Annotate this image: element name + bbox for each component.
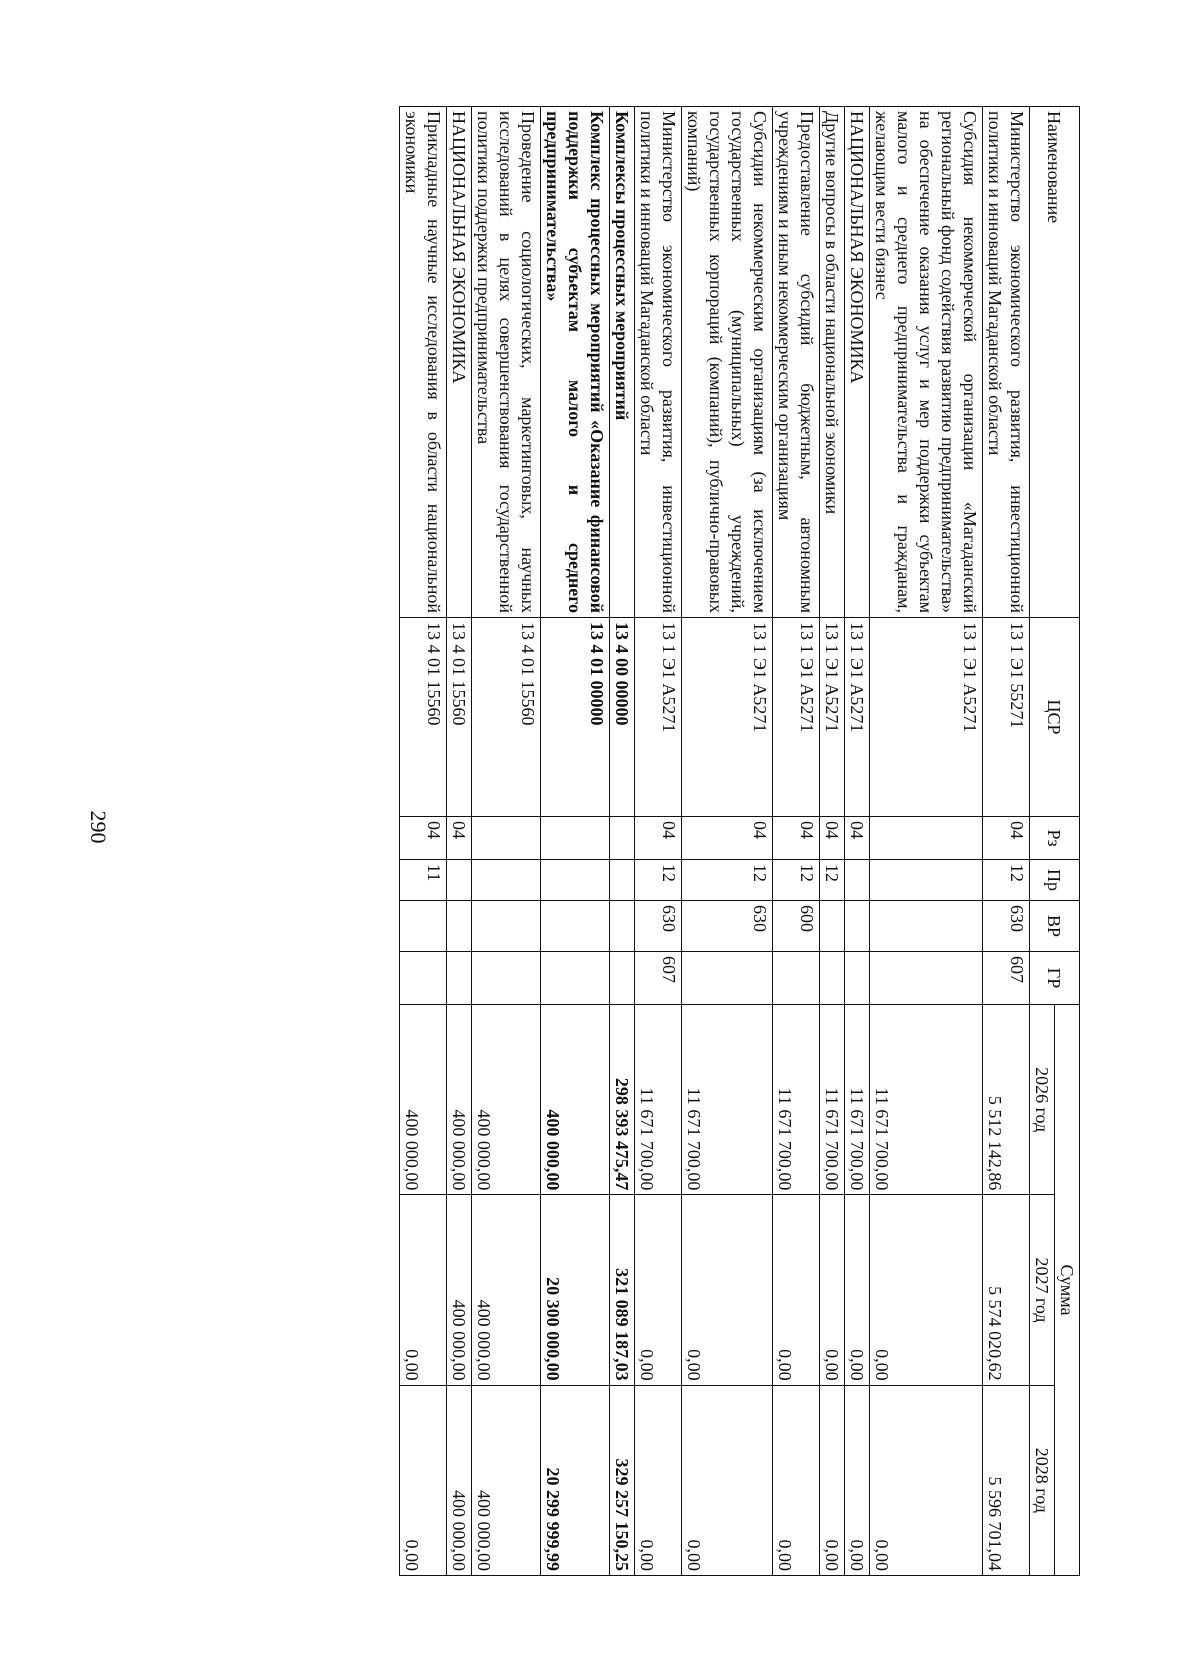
table-row xyxy=(447,107,472,1576)
table-row xyxy=(541,107,610,1576)
cell-sum-2026: 400 000,00 xyxy=(472,1005,541,1195)
cell-vr: 630 xyxy=(983,901,1030,952)
cell-sum-2026: 11 671 700,00 xyxy=(635,1005,682,1195)
cell-name: НАЦИОНАЛЬНАЯ ЭКОНОМИКА xyxy=(845,107,870,618)
cell-rz xyxy=(870,817,983,860)
cell-sum-2027: 0,00 xyxy=(820,1195,845,1385)
cell-name: Предоставление субсидий бюджетным, автономным учреждениям и иным некоммерческим организациям xyxy=(773,107,820,618)
cell-vr xyxy=(541,901,610,952)
table-row xyxy=(983,107,1030,1576)
cell-csr: 13 4 01 15560 xyxy=(472,618,541,817)
cell-csr: 13 1 Э1 А5271 xyxy=(773,618,820,817)
cell-sum-2027: 0,00 xyxy=(845,1195,870,1385)
cell-vr xyxy=(870,901,983,952)
cell-rz: 04 xyxy=(682,817,773,860)
cell-vr xyxy=(820,901,845,952)
table-row xyxy=(400,107,447,1576)
header-gr: ГР xyxy=(1030,952,1080,1005)
cell-sum-2027: 321 089 187,03 xyxy=(610,1195,635,1385)
cell-sum-2028: 0,00 xyxy=(682,1385,773,1575)
cell-sum-2026: 11 671 700,00 xyxy=(682,1005,773,1195)
table-row xyxy=(820,107,845,1576)
cell-sum-2026: 400 000,00 xyxy=(541,1005,610,1195)
cell-csr: 13 1 Э1 А5271 xyxy=(820,618,845,817)
cell-pr: 12 xyxy=(820,860,845,901)
cell-sum-2028: 400 000,00 xyxy=(472,1385,541,1575)
header-csr: ЦСР xyxy=(1030,618,1080,817)
table-container xyxy=(160,106,1080,1576)
cell-sum-2028: 0,00 xyxy=(635,1385,682,1575)
header-row xyxy=(1055,107,1080,1576)
cell-csr: 13 4 01 15560 xyxy=(400,618,447,817)
cell-pr: 12 xyxy=(682,860,773,901)
cell-pr xyxy=(447,860,472,901)
cell-pr: 12 xyxy=(773,860,820,901)
header-rz: Рз xyxy=(1030,817,1080,860)
cell-csr: 13 1 Э1 55271 xyxy=(983,618,1030,817)
cell-name: Министерство экономического развития, инвестиционной политики и инноваций Магаданской области xyxy=(635,107,682,618)
cell-sum-2027: 0,00 xyxy=(773,1195,820,1385)
cell-rz: 04 xyxy=(447,817,472,860)
cell-sum-2027: 0,00 xyxy=(400,1195,447,1385)
header-name: Наименование xyxy=(1030,107,1080,618)
cell-sum-2028: 0,00 xyxy=(820,1385,845,1575)
cell-sum-2028: 0,00 xyxy=(845,1385,870,1575)
cell-gr xyxy=(682,952,773,1005)
cell-pr xyxy=(610,860,635,901)
cell-gr: 607 xyxy=(635,952,682,1005)
cell-vr: 600 xyxy=(773,901,820,952)
cell-pr xyxy=(541,860,610,901)
cell-name: Комплексы процессных мероприятий xyxy=(610,107,635,618)
cell-sum-2028: 0,00 xyxy=(400,1385,447,1575)
cell-pr xyxy=(845,860,870,901)
header-sum: Сумма xyxy=(1055,1005,1080,1576)
cell-sum-2027: 400 000,00 xyxy=(472,1195,541,1385)
cell-gr xyxy=(820,952,845,1005)
cell-csr: 13 4 00 00000 xyxy=(610,618,635,817)
cell-rz xyxy=(610,817,635,860)
cell-name: Субсидии некоммерческим организациям (за исключением государственных (муниципальных) учреждений, государственных корпораций (компаний), публично-правовых компаний) xyxy=(682,107,773,618)
cell-sum-2027: 20 300 000,00 xyxy=(541,1195,610,1385)
table-row xyxy=(635,107,682,1576)
cell-sum-2027: 400 000,00 xyxy=(447,1195,472,1385)
cell-csr: 13 4 01 00000 xyxy=(541,618,610,817)
cell-rz: 04 xyxy=(983,817,1030,860)
cell-sum-2026: 11 671 700,00 xyxy=(773,1005,820,1195)
cell-csr: 13 1 Э1 А5271 xyxy=(635,618,682,817)
cell-rz: 04 xyxy=(635,817,682,860)
table-body xyxy=(400,107,1030,1576)
cell-vr xyxy=(845,901,870,952)
cell-sum-2026: 11 671 700,00 xyxy=(820,1005,845,1195)
cell-sum-2027: 0,00 xyxy=(635,1195,682,1385)
header-year-2026: 2026 год xyxy=(1030,1005,1055,1195)
cell-name: Субсидия некоммерческой организации «Магаданский региональный фонд содействия развитию предпринимательства» на обеспечение оказания услуг и мер поддержки субъектам малого и среднего предпринимательства и гражданам, желающим вести бизнес xyxy=(870,107,983,618)
table-row xyxy=(610,107,635,1576)
cell-vr xyxy=(447,901,472,952)
table-row xyxy=(472,107,541,1576)
header-vr: ВР xyxy=(1030,901,1080,952)
cell-sum-2027: 0,00 xyxy=(682,1195,773,1385)
cell-gr xyxy=(773,952,820,1005)
cell-csr: 13 1 Э1 А5271 xyxy=(845,618,870,817)
cell-gr xyxy=(610,952,635,1005)
cell-vr xyxy=(400,901,447,952)
cell-pr: 11 xyxy=(400,860,447,901)
cell-vr: 630 xyxy=(682,901,773,952)
table-row xyxy=(870,107,983,1576)
cell-csr: 13 4 01 15560 xyxy=(447,618,472,817)
cell-pr: 12 xyxy=(983,860,1030,901)
cell-name: Проведение социологических, маркетинговых, научных исследований в целях совершенствования государственной политики поддержки предпринимательства xyxy=(472,107,541,618)
cell-gr: 607 xyxy=(983,952,1030,1005)
cell-sum-2026: 298 393 475,47 xyxy=(610,1005,635,1195)
cell-vr xyxy=(472,901,541,952)
page-number: 290 xyxy=(86,810,111,844)
cell-pr xyxy=(870,860,983,901)
cell-sum-2026: 11 671 700,00 xyxy=(845,1005,870,1195)
cell-rz: 04 xyxy=(400,817,447,860)
cell-gr xyxy=(472,952,541,1005)
cell-rz xyxy=(541,817,610,860)
budget-table xyxy=(399,106,1080,1576)
cell-rz: 04 xyxy=(820,817,845,860)
cell-sum-2028: 5 596 701,04 xyxy=(983,1385,1030,1575)
cell-rz: 04 xyxy=(773,817,820,860)
cell-pr: 12 xyxy=(635,860,682,901)
cell-sum-2026: 11 671 700,00 xyxy=(870,1005,983,1195)
header-year-2027: 2027 год xyxy=(1030,1195,1055,1385)
cell-gr xyxy=(870,952,983,1005)
cell-vr: 630 xyxy=(635,901,682,952)
cell-sum-2026: 400 000,00 xyxy=(447,1005,472,1195)
cell-sum-2027: 0,00 xyxy=(870,1195,983,1385)
cell-name: Комплекс процессных мероприятий «Оказание финансовой поддержки субъектам малого и среднего предпринимательства» xyxy=(541,107,610,618)
cell-sum-2028: 0,00 xyxy=(870,1385,983,1575)
cell-name: НАЦИОНАЛЬНАЯ ЭКОНОМИКА xyxy=(447,107,472,618)
cell-sum-2026: 5 512 142,86 xyxy=(983,1005,1030,1195)
header-year-2028: 2028 год xyxy=(1030,1385,1055,1575)
cell-pr xyxy=(472,860,541,901)
cell-rz: 04 xyxy=(845,817,870,860)
cell-name: Другие вопросы в области национальной экономики xyxy=(820,107,845,618)
cell-gr xyxy=(447,952,472,1005)
cell-rz xyxy=(472,817,541,860)
cell-gr xyxy=(845,952,870,1005)
cell-sum-2028: 20 299 999,99 xyxy=(541,1385,610,1575)
table-sheet xyxy=(160,106,1080,1576)
cell-sum-2028: 400 000,00 xyxy=(447,1385,472,1575)
cell-name: Прикладные научные исследования в области национальной экономики xyxy=(400,107,447,618)
cell-csr: 13 1 Э1 А5271 xyxy=(870,618,983,817)
cell-sum-2028: 0,00 xyxy=(773,1385,820,1575)
cell-csr: 13 1 Э1 А5271 xyxy=(682,618,773,817)
cell-name: Министерство экономического развития, инвестиционной политики и инноваций Магаданской области xyxy=(983,107,1030,618)
cell-sum-2027: 5 574 020,62 xyxy=(983,1195,1030,1385)
cell-sum-2026: 400 000,00 xyxy=(400,1005,447,1195)
header-pr: Пр xyxy=(1030,860,1080,901)
table-row xyxy=(773,107,820,1576)
cell-vr xyxy=(610,901,635,952)
table-row xyxy=(845,107,870,1576)
cell-sum-2028: 329 257 150,25 xyxy=(610,1385,635,1575)
cell-gr xyxy=(400,952,447,1005)
table-row xyxy=(682,107,773,1576)
cell-gr xyxy=(541,952,610,1005)
